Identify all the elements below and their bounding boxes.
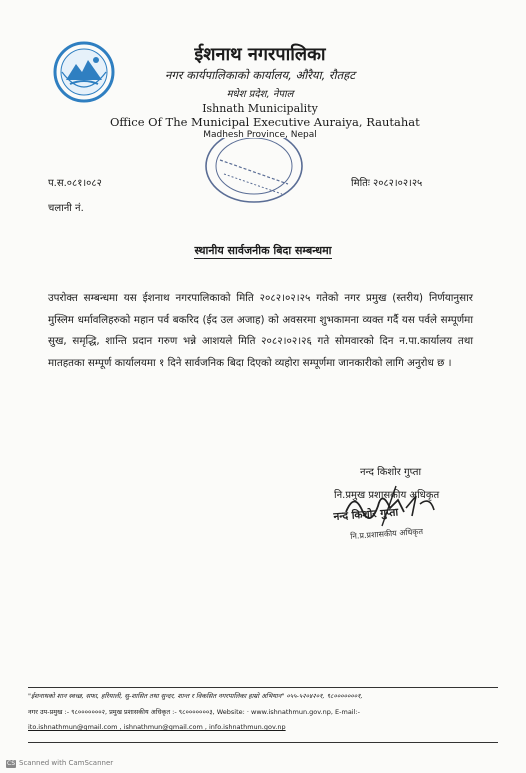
municipality-title-np: ईशनाथ नगरपालिका: [194, 44, 326, 65]
office-name-np: नगर कार्यपालिकाको कार्यालय, औरैया, रौतहट: [164, 68, 356, 82]
subject-line: [0, 243, 526, 258]
signatory-designation: नि.प्रमुख प्रशासकीय अधिकृत: [334, 490, 440, 501]
dispatch-number: चलानी नं.: [48, 203, 84, 214]
letter-date: मितिः २०८२।०२।२५: [351, 178, 423, 189]
subject-text: स्थानीय सार्वजनीक बिदा सम्बन्धमा: [194, 244, 332, 257]
province-np: मधेश प्रदेश, नेपाल: [226, 89, 294, 100]
province-en: Madhesh Province, Nepal: [203, 130, 317, 140]
footer: [28, 687, 498, 743]
municipality-logo: [52, 40, 116, 104]
letter-body: उपरोक्त सम्बन्धमा यस ईशनाथ नगरपालिकाको मिति २०८२।०२।२५ गतेको नगर प्रमुख (स्तरीय) निर्णयानुसार मुस्लिम धर्मावलिहरुको महान पर्व बकरिद (ईद उल अजाह) को अवसरमा शुभकामना व्यक्त गर्दै यस पर्वले सम्पूर्णमा सुख, समृद्धि, शान्ति प्रदान गरुण भन्ने आशयले मिति २०८२।०२।२६ गते सोमवारको दिन न.पा.कार्यालय तथा मातहतका सम्पूर्ण कार्यालयमा १ दिने सार्वजनिक बिदा दिएको व्यहोरा सम्पूर्णमा जानकारीको लागि अनुरोध छ ।: [48, 292, 473, 369]
name-stamp: नन्द किशोर गुप्ता: [333, 506, 399, 523]
footer-emails: ito.ishnathmun@gmail.com , ishnathmun@gmail.com , info.ishnathmun.gov.np: [28, 723, 286, 731]
office-stamp: [198, 138, 310, 210]
scanner-text: Scanned with CamScanner: [19, 759, 114, 767]
office-name-en: Office Of The Municipal Executive Auraiya, Rautahat: [110, 115, 420, 129]
reference-number: प.स.०८१।०८२: [48, 178, 102, 189]
designation-stamp: नि.प्र.प्रशासकीय अधिकृत: [350, 526, 424, 541]
camscanner-icon: CS: [7, 760, 15, 767]
footer-slogan: "ईशनाथको शान स्वच्छ, सफा, हरियाली, सु-शासित तथा सुन्दर, शान्त र विकसित नगरपालिका हाम्रो अभियान" ०५५-५२०४२०१, ९८०००००००१,: [28, 692, 363, 700]
footer-contacts: नगर उप-प्रमुख :- ९८०००००००२, प्रमुख प्रशासकीय अधिकृत :- ९८०००००००३, Website: · www.ishnathmun.gov.np, E-mail:-: [28, 708, 360, 716]
scanner-watermark: [6, 759, 113, 768]
municipality-title-en: Ishnath Municipality: [202, 102, 318, 115]
signatory-name: नन्द किशोर गुप्ता: [360, 467, 422, 478]
